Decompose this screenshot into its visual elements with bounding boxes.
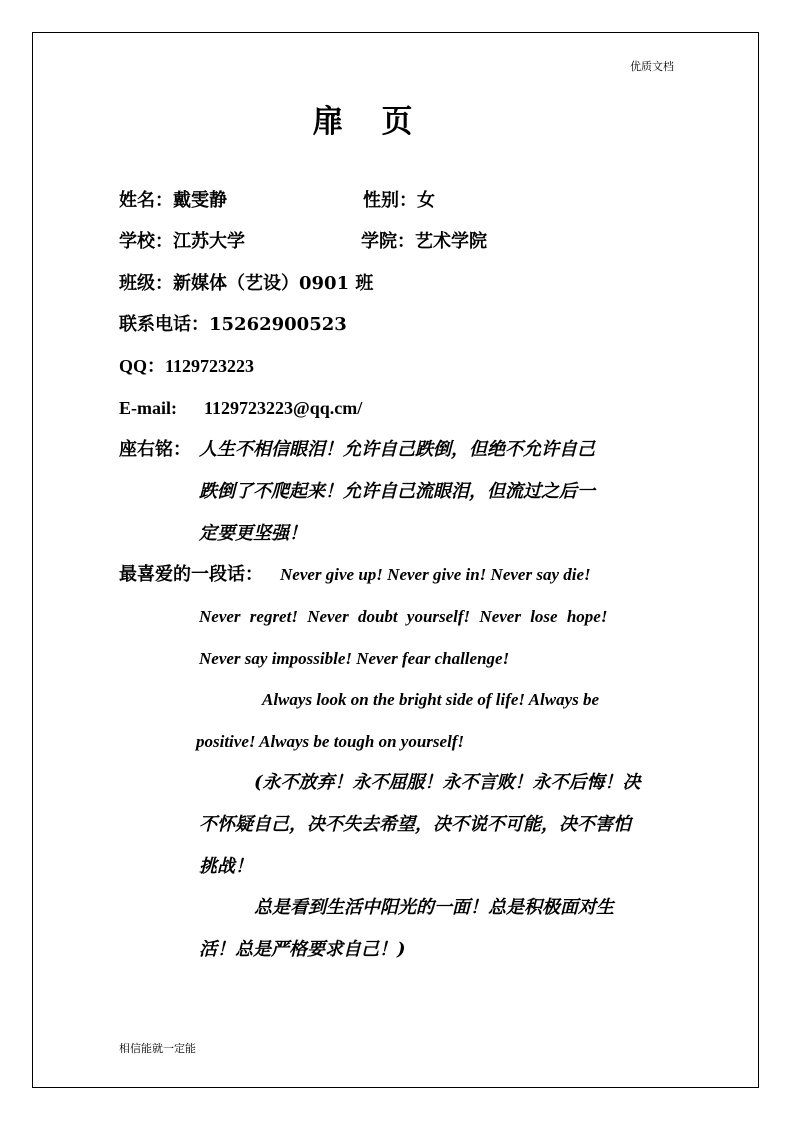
favorite-line-4: Always look on the bright side of life! Always be (262, 690, 600, 709)
favorite-line-10: 活！总是严格要求自己！) (199, 939, 406, 960)
class-field: 班级：新媒体（艺设）0901 班 (119, 273, 374, 294)
favorite-line-8: 挑战！ (199, 856, 253, 877)
favorite-line-2: Never regret! Never doubt yourself! Never lose hope! (199, 607, 608, 626)
favorite-line-7: 不怀疑自己，决不失去希望，决不说不可能，决不害怕 (199, 814, 631, 835)
email-value: 1129723223@qq.cm/ (204, 398, 363, 418)
header-note: 优质文档 (630, 60, 674, 73)
favorite-line-3: Never say impossible! Never fear challenge! (199, 649, 510, 668)
qq-field: QQ：1129723223 (119, 356, 255, 376)
favorite-line-1: Never give up! Never give in! Never say die! (280, 565, 591, 584)
motto-line-3: 定要更坚强！ (199, 523, 307, 544)
email-label: E-mail: (119, 398, 177, 418)
page-title: 扉页 (312, 104, 451, 140)
school-field: 学校：江苏大学 (119, 231, 245, 252)
footer-note: 相信能就一定能 (119, 1042, 196, 1055)
gender-field: 性别：女 (363, 190, 435, 211)
favorite-line-9: 总是看到生活中阳光的一面！总是积极面对生 (254, 897, 614, 918)
favorite-line-5: positive! Always be tough on yourself! (196, 732, 465, 751)
motto-line-2: 跌倒了不爬起来！允许自己流眼泪，但流过之后一 (199, 481, 595, 502)
favorite-line-6: (永不放弃！永不屈服！永不言败！永不后悔！决 (254, 772, 641, 793)
college-field: 学院：艺术学院 (361, 231, 487, 252)
phone-field: 联系电话：15262900523 (119, 314, 347, 335)
motto-label: 座右铭： (119, 439, 191, 460)
favorite-label: 最喜爱的一段话： (119, 564, 263, 585)
name-field: 姓名：戴雯静 (119, 190, 227, 211)
motto-line-1: 人生不相信眼泪！允许自己跌倒，但绝不允许自己 (199, 439, 595, 460)
